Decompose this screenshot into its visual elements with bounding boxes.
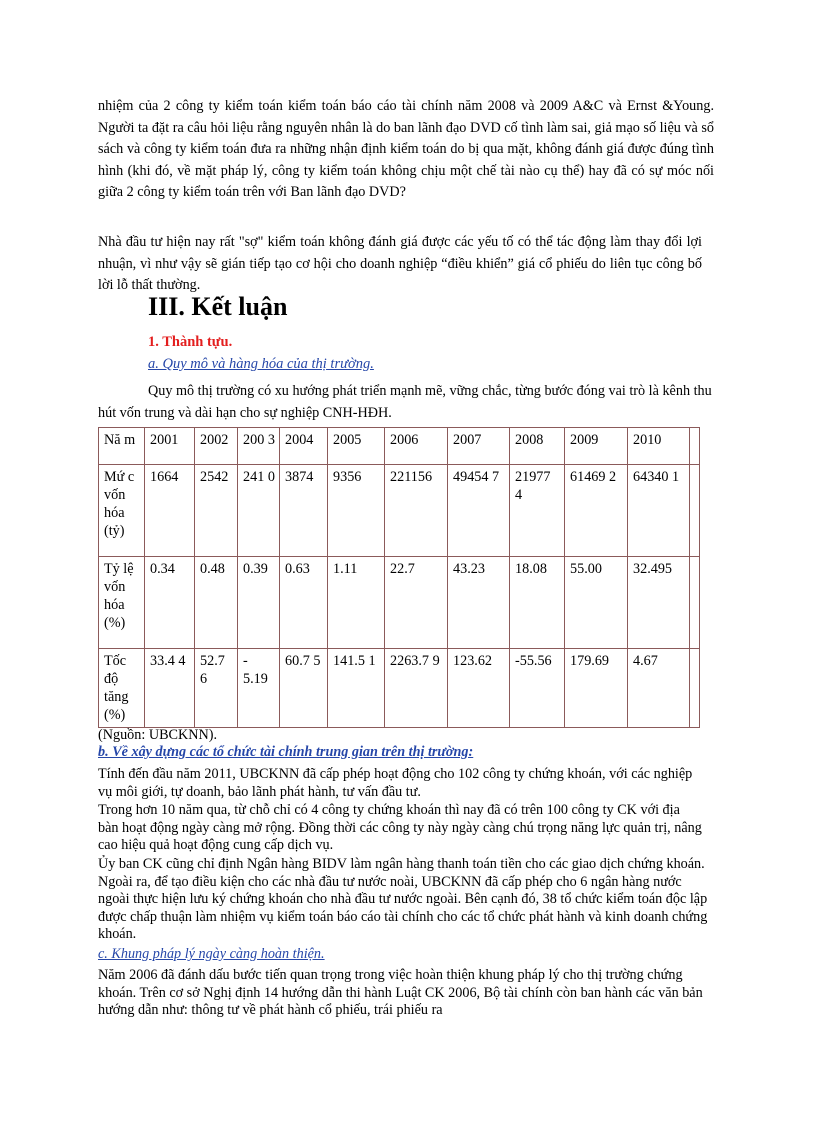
- paragraph-growth: Trong hơn 10 năm qua, từ chỗ chỉ có 4 công ty chứng khoán thì nay đã có trên 100 công ty CK với địa bàn hoạt động ngày càng mở rộng. Đồng thời các công ty này ngày càng chú trọng năng lực quản trị, nâng cao hiệu quả hoạt động cung cấp dịch vụ.: [98, 802, 702, 854]
- table-cell: 18.08: [510, 557, 565, 649]
- table-cell: [690, 557, 700, 649]
- item-c-title-text: c. Khung pháp lý ngày càng hoàn thiện.: [98, 946, 325, 962]
- table-cell: 55.00: [565, 557, 628, 649]
- table-cell: 2001: [145, 428, 195, 465]
- item-a-title: [148, 356, 374, 373]
- table-cell: - 5.19: [238, 649, 280, 728]
- table-cell: 179.69: [565, 649, 628, 728]
- table-cell: 2009: [565, 428, 628, 465]
- table-cell: 200 3: [238, 428, 280, 465]
- table-cell: 3874: [280, 465, 328, 557]
- paragraph-investors: Nhà đầu tư hiện nay rất "sợ" kiểm toán không đánh giá được các yếu tố có thể tác động làm thay đổi lợi nhuận, vì như vậy sẽ gián tiếp tạo cơ hội cho doanh nghiệp “điều khiển” giá cổ phiếu do liên tục công bố lời lỗ thất thường.: [98, 234, 702, 293]
- paragraph-market-scale: Quy mô thị trường có xu hướng phát triển mạnh mẽ, vững chắc, từng bước đóng vai trò là kênh thu hút vốn trung và dài hạn cho sự nghiệp CNH-HĐH.: [98, 383, 712, 421]
- market-data-table: [98, 427, 700, 728]
- item-a-title-text: a. Quy mô và hàng hóa của thị trường.: [148, 356, 374, 372]
- source-note: (Nguồn: UBCKNN).: [98, 727, 218, 743]
- table-cell: 9356: [328, 465, 385, 557]
- table-cell: 221156: [385, 465, 448, 557]
- table-cell: 141.5 1: [328, 649, 385, 728]
- paragraph-audit: nhiệm của 2 công ty kiểm toán kiểm toán báo cáo tài chính năm 2008 và 2009 A&C và Ernst &Young. Người ta đặt ra câu hỏi liệu rằng nguyên nhân là do ban lãnh đạo DVD cố tình làm sai, giả mạo số liệu và sổ sách và công ty kiểm toán đưa ra những nhận định kiểm toán do bị qua mặt, không đánh giá được đúng tình hình (khi đó, về mặt pháp lý, công ty kiểm toán không chịu một chế tài nào cụ thể) hay đã có sự móc nối giữa 2 công ty kiểm toán trên với Ban lãnh đạo DVD?: [98, 98, 714, 200]
- table-cell: [690, 465, 700, 557]
- item-b-title: [98, 744, 473, 761]
- table-cell: 0.39: [238, 557, 280, 649]
- table-cell: 43.23: [448, 557, 510, 649]
- table-cell: 0.63: [280, 557, 328, 649]
- table-cell: 2007: [448, 428, 510, 465]
- table-cell: [690, 428, 700, 465]
- item-b-title-text: b. Về xây dựng các tổ chức tài chính trung gian trên thị trường:: [98, 744, 474, 760]
- table-cell: 2004: [280, 428, 328, 465]
- table-cell: 2002: [195, 428, 238, 465]
- subsection-title: 1. Thành tựu.: [148, 334, 233, 350]
- table-row: [99, 428, 700, 465]
- paragraph-licensing: Tính đến đầu năm 2011, UBCKNN đã cấp phép hoạt động cho 102 công ty chứng khoán, với các nghiệp vụ môi giới, tự doanh, bảo lãnh phát hành, tư vấn đầu tư.: [98, 766, 693, 800]
- paragraph-legal-framework: Năm 2006 đã đánh dấu bước tiến quan trọng trong việc hoàn thiện khung pháp lý cho thị trường chứng khoán. Trên cơ sở Nghị định 14 hướng dẫn thi hành Luật CK 2006, Bộ tài chính còn ban hành các văn bản hướng dẫn như: thông tư về phát hành cổ phiếu, trái phiếu ra: [98, 967, 703, 1019]
- table-cell: Tỷ lệ vốn hóa (%): [99, 557, 145, 649]
- table-cell: 52.7 6: [195, 649, 238, 728]
- table-cell: 64340 1: [628, 465, 690, 557]
- paragraph-custody: Ủy ban CK cũng chỉ định Ngân hàng BIDV làm ngân hàng thanh toán tiền cho các giao dịch chứng khoán. Ngoài ra, để tạo điều kiện cho các nhà đầu tư nước noài, UBCKNN đã cấp phép cho 6 ngân hàng nước ngoài thực hiện lưu ký chứng khoán cho nhà đầu tư nước ngoài. Bên cạnh đó, 38 tổ chức kiểm toán độc lập được chấp thuận làm nhiệm vụ kiểm toán báo cáo tài chính cho các tổ chức phát hành và kinh doanh chứng khoán.: [98, 856, 708, 943]
- section-heading: III. Kết luận: [148, 292, 288, 321]
- table-cell: 1664: [145, 465, 195, 557]
- table-cell: 32.495: [628, 557, 690, 649]
- table-cell: 1.11: [328, 557, 385, 649]
- table-row: [99, 465, 700, 557]
- table-cell: Nă m: [99, 428, 145, 465]
- table-cell: 2006: [385, 428, 448, 465]
- item-c-title: [98, 946, 325, 963]
- table-cell: 123.62: [448, 649, 510, 728]
- table-cell: 22.7: [385, 557, 448, 649]
- table-cell: 241 0: [238, 465, 280, 557]
- table-cell: 2005: [328, 428, 385, 465]
- table-cell: 60.7 5: [280, 649, 328, 728]
- table-cell: 21977 4: [510, 465, 565, 557]
- table-cell: 61469 2: [565, 465, 628, 557]
- table-cell: 2008: [510, 428, 565, 465]
- table-cell: 4.67: [628, 649, 690, 728]
- table-cell: Mứ c vốn hóa (tỷ): [99, 465, 145, 557]
- table-cell: 2263.7 9: [385, 649, 448, 728]
- table-cell: 33.4 4: [145, 649, 195, 728]
- table-cell: Tốc độ tăng (%): [99, 649, 145, 728]
- table-cell: 0.48: [195, 557, 238, 649]
- table-cell: 49454 7: [448, 465, 510, 557]
- table-cell: 2542: [195, 465, 238, 557]
- table-row: [99, 557, 700, 649]
- table-cell: -55.56: [510, 649, 565, 728]
- table-cell: 0.34: [145, 557, 195, 649]
- table-cell: 2010: [628, 428, 690, 465]
- table-row: [99, 649, 700, 728]
- table-cell: [690, 649, 700, 728]
